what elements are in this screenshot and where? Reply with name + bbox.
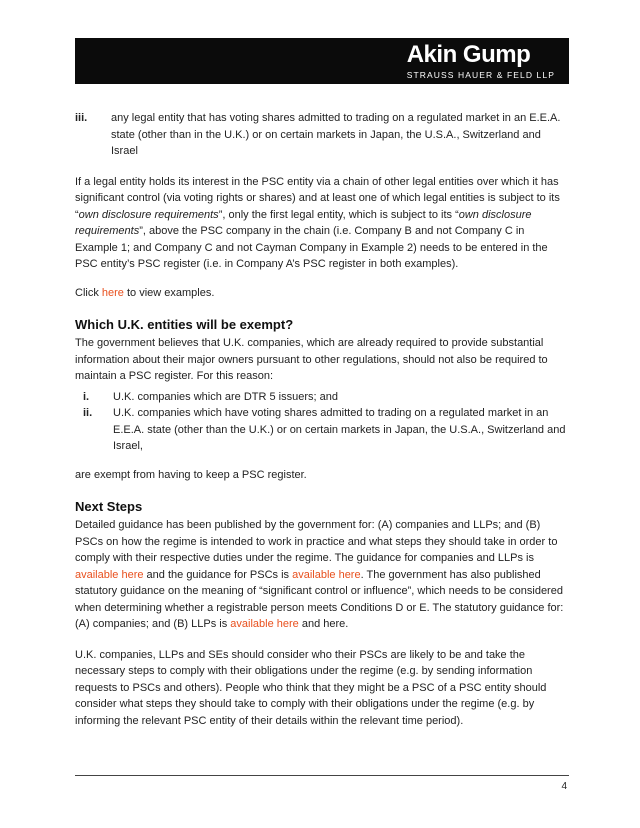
paragraph-chain-entities [75,174,569,273]
paragraph-exempt-outro: are exempt from having to keep a PSC register. [75,468,307,481]
document-body [75,110,569,729]
psc-guidance-link[interactable]: available here [292,568,361,581]
list-item [75,405,569,455]
emphasis-text: own disclosure requirements [78,208,219,221]
companies-guidance-link[interactable]: available here [75,568,144,581]
footer-divider [75,775,569,776]
section-heading-next-steps: Next Steps [75,499,143,514]
list-item-text: any legal entity that has voting shares admitted to trading on a regulated market in an E.E.A. state (other than in the U.K.) or on certain markets in Japan, the U.S.A., Switzerland and Israel [111,112,561,157]
text-span: Click [75,286,102,299]
text-span: Detailed guidance has been published by the government for: (A) companies and LLPs; and (B) PSCs on how the regime is intended to work in practice and what steps they should take in order to comply with their respective duties under the regime. The guidance for companies and LLPs is [75,519,558,564]
statutory-guidance-link[interactable]: available here [230,618,299,630]
text-span: ”, only the first legal entity, which is subject to its “ [218,208,459,221]
text-span: . The government has also published statutory guidance on the meaning of “significant control or influence”, which needs to be considered when determining whether a registrable person meets Conditions D or E. The statutory guidance for: (A) companies; and (B) LLPs is [75,568,564,630]
section-heading-exempt: Which U.K. entities will be exempt? [75,317,294,332]
page-number: 4 [561,781,567,792]
list-item-number: iii. [75,112,88,124]
list-item [75,110,569,160]
text-span: to view examples. [123,286,215,299]
header-banner [75,38,569,84]
text-span: and here. [298,618,349,630]
text-span: and the guidance for PSCs is [143,568,293,581]
paragraph-click-here [75,285,569,302]
text-span: If a legal entity holds its interest in the PSC entity via a chain of other legal entities over which it has significant control (via voting rights or shares) and at least one of which legal entities is subject to its “ [75,175,560,221]
exempt-entities-list [75,389,569,455]
exemption-list-continued [75,110,569,160]
list-item-text: U.K. companies which have voting shares admitted to trading on a regulated market in an E.E.A. state (other than the U.K.) or on certain markets in Japan, the U.S.A., Switzerland and Israel, [113,407,566,452]
paragraph-guidance [75,517,569,633]
akin-gump-logo [407,42,555,80]
logo-main-text: Akin Gump [406,41,531,68]
text-span: ”, above the PSC company in the chain (i.e. Company B and not Company C in Example 1; and Company C and not Cayman Company in Example 2) needs to be entered in the PSC entity’s PSC register (i.e. in Company A’s PSC register in both examples). [75,225,548,270]
paragraph-exempt-intro: The government believes that U.K. companies, which are already required to provide substantial information about their major owners pursuant to other regulations, should not also be required to maintain a PSC register. For this reason: [75,337,548,382]
list-item-number: ii. [83,407,93,419]
examples-link[interactable]: here [101,286,124,299]
emphasis-text: own disclosure requirements [75,208,532,237]
paragraph-obligations: U.K. companies, LLPs and SEs should consider who their PSCs are likely to be and take the necessary steps to comply with their obligations under the regime (e.g. by sending information requests to PSCs and others). People who think that they might be a PSC of a PSC entity should consider what steps they should take to comply with their obligations under the regime (e.g. by informing the relevant PSC entity of their details within the relevant time period). [75,648,547,727]
list-item-text: U.K. companies which are DTR 5 issuers; and [113,390,338,403]
list-item [75,389,569,406]
logo-sub-text: STRAUSS HAUER & FELD LLP [406,70,555,80]
list-item-number: i. [83,390,90,403]
